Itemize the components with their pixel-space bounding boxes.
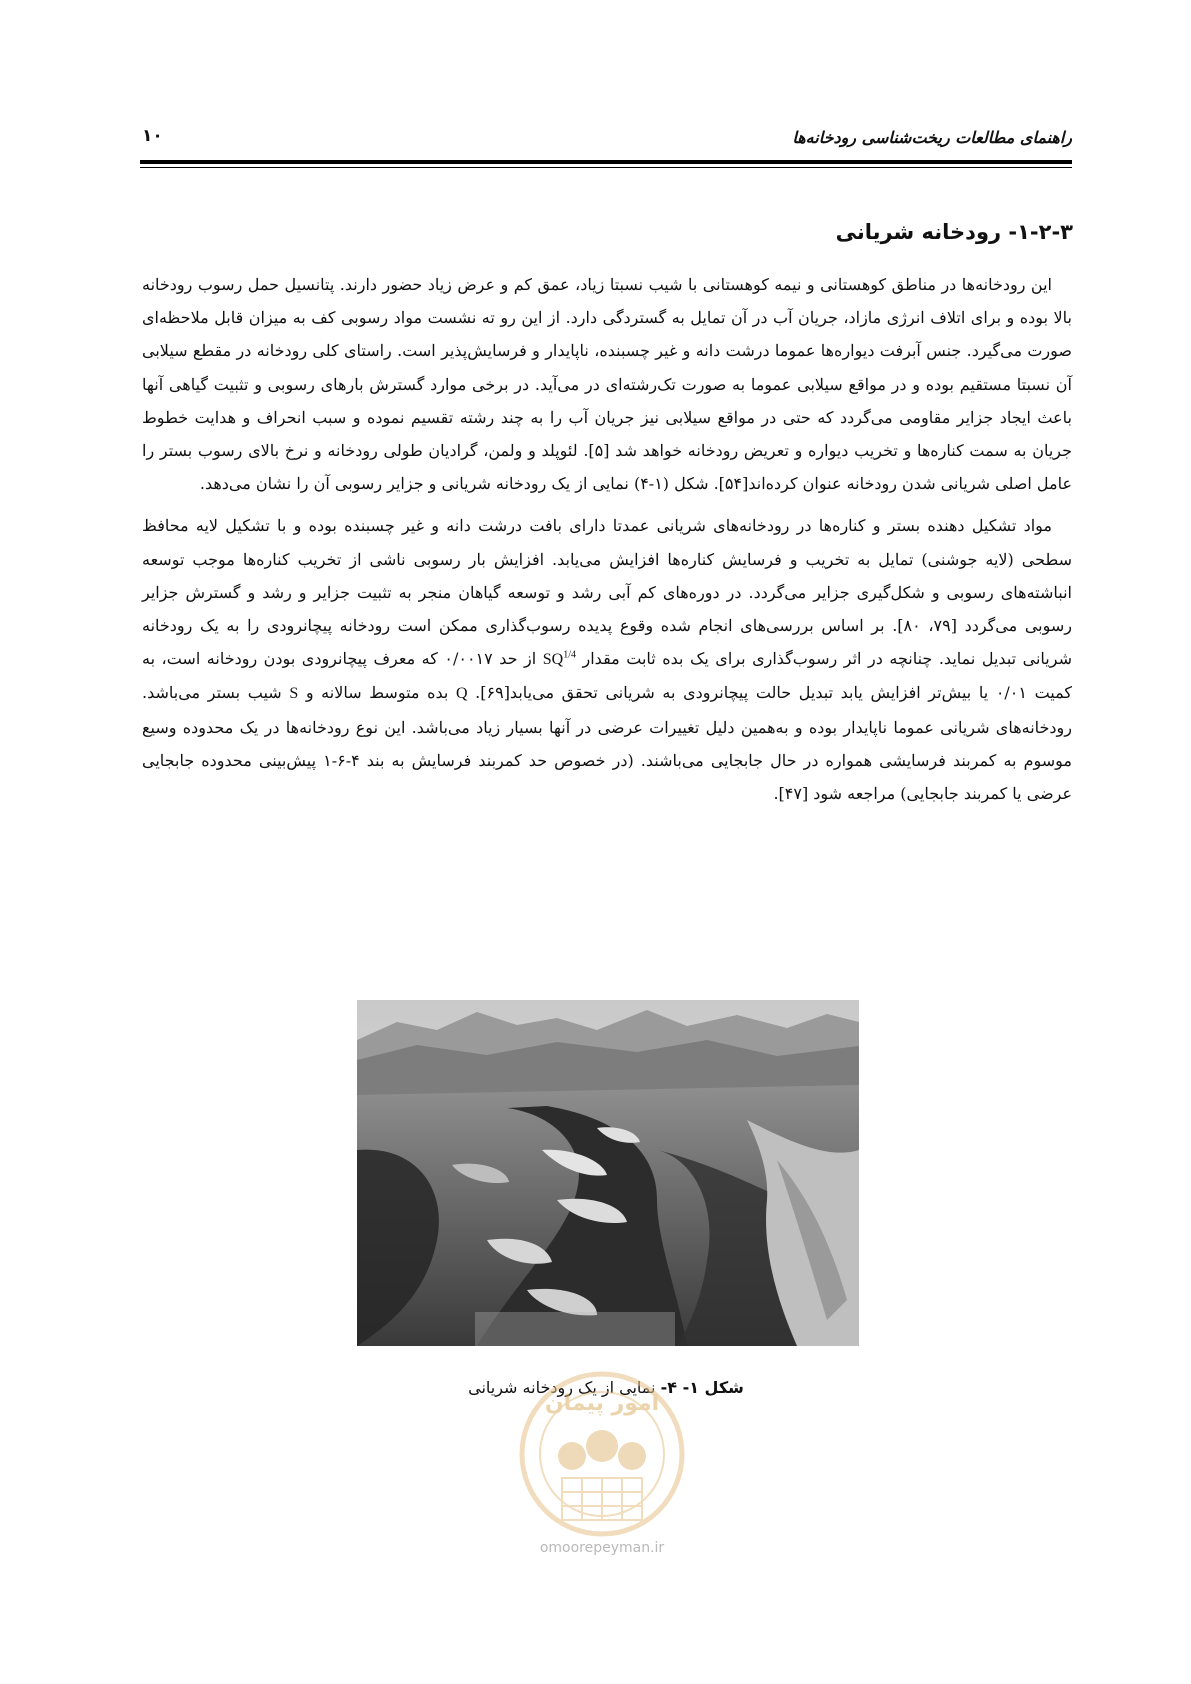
figure-caption-text: نمایی از یک رودخانه شریانی bbox=[468, 1378, 656, 1397]
body-text bbox=[142, 268, 1072, 819]
sq-exponent: 1/4 bbox=[563, 649, 576, 661]
var-q: Q bbox=[455, 685, 468, 703]
page-number: ۱۰ bbox=[142, 126, 163, 146]
header-rule-thin bbox=[140, 167, 1072, 168]
book-title: راهنمای مطالعات ریخت‌شناسی رودخانه‌ها bbox=[792, 128, 1072, 147]
header-rule-thick bbox=[140, 160, 1072, 164]
var-s: S bbox=[289, 685, 299, 703]
sq-symbol: $SQ^{1/4}$ bbox=[542, 649, 576, 669]
paragraph-1: این رودخانه‌ها در مناطق کوهستانی و نیمه کوهستانی با شیب نسبتا زیاد، عمق کم و عرض زیاد حضور دارند. پتانسیل حمل رسوب رودخانه بالا بوده و برای اتلاف انرژی مازاد، جریان آب در آن تمایل به گستردگی دارد. از این رو ته نشست مواد رسوبی کف به میزان قابل ملاحظه‌ای صورت می‌گیرد. جنس آبرفت دیواره‌ها عموما درشت دانه و غیر چسبنده، ناپایدار و فرسایش‌پذیر است. راستای کلی رودخانه در مقطع سیلابی آن نسبتا مستقیم بوده و در مواقع سیلابی عموما به صورت تک‌رشته‌ای در می‌آید. در برخی موارد گسترش بارهای رسوبی و تثبیت گیاهی آنها باعث ایجاد جزایر مقاومی می‌گردد که حتی در مواقع سیلابی نیز جریان آب را به چند رشته تقسیم نموده و سبب انحراف و هدایت خطوط جریان به سمت کناره‌ها و تخریب دیواره و تعریض رودخانه خواهد شد [۵]. لئوپلد و ولمن، گرادیان طولی رودخانه و نرخ بالای رسوب بستر را عامل اصلی شریانی شدن رودخانه عنوان کرده‌اند[۵۴]. شکل (۱-۴) نمایی از یک رودخانه شریانی و جزایر رسوبی آن را نشان می‌دهد. bbox=[142, 275, 1073, 494]
running-header bbox=[140, 126, 1072, 154]
seal-icon bbox=[486, 1368, 718, 1540]
paragraph-2-part-4: شیب بستر می‌باشد. رودخانه‌های شریانی عموما ناپایدار بوده و به‌همین دلیل تغییرات عرضی در آنها بسیار زیاد می‌باشد. این نوع رودخانه‌ها در یک محدوده وسیع موسوم به کمربند فرسایشی همواره در حال جابجایی می‌باشند. (در خصوص حد کمربند فرسایش به بند ۴-۶-۱ پیش‌بینی محدوده جابجایی عرضی یا کمربند جابجایی) مراجعه شود [۴۷]. bbox=[142, 683, 1073, 804]
paragraph-2-part-1: مواد تشکیل دهنده بستر و کناره‌ها در رودخانه‌های شریانی عمدتا دارای بافت درشت دانه و غیر چسبنده بوده و با تشکیل لایه محافظ سطحی (لایه جوشنی) تمایل به تخریب و فرسایش کناره‌ها افزایش می‌یابد. افزایش بار رسوبی ناشی از تخریب کناره‌ها موجب توسعه انباشته‌های رسوبی و شکل‌گیری جزایر می‌گردد. در دوره‌های کم آبی رشد و توسعه گیاهان منجر به تثبیت جزایر و رشد و گسترش جزایر رسوبی می‌گردد [۷۹، ۸۰]. بر اساس بررسی‌های انجام شده وقوع پدیده رسوب‌گذاری ممکن است رودخانه پیچانرودی را به یک رودخانه شریانی تبدیل نماید. چنانچه در اثر رسوب‌گذاری برای یک بده ثابت مقدار bbox=[142, 516, 1073, 669]
figure-label: شکل ۱- ۴- bbox=[660, 1378, 744, 1397]
paragraph-2-part-2: از حد ۰/۰۰۱۷ که معرف پیچانرودی بودن رودخانه است، به کمیت ۰/۰۱ یا بیش‌تر افزایش یابد تبدیل حالت پیچانرودی به شریانی تحقق می‌یابد[۶۹]. bbox=[142, 649, 1073, 703]
svg-text:امور پیمان: امور پیمان bbox=[544, 1391, 660, 1416]
watermark-seal bbox=[486, 1368, 718, 1540]
photo-illustration bbox=[357, 1000, 859, 1346]
section-heading: ۱-۲-۳- رودخانه شریانی bbox=[835, 220, 1073, 244]
paragraph-2-part-3: بده متوسط سالانه و bbox=[305, 683, 449, 703]
watermark-url: omoorepeyman.ir bbox=[539, 1540, 665, 1556]
braided-river-photo bbox=[357, 1000, 859, 1346]
paragraph-2 bbox=[142, 509, 1072, 810]
